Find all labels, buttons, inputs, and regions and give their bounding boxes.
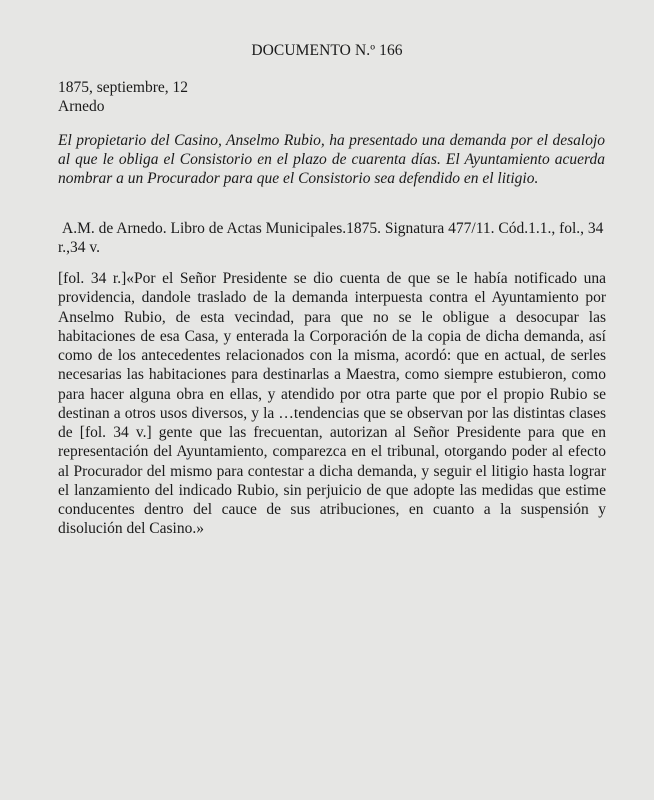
transcription-body: [fol. 34 r.]«Por el Señor Presidente se dio cuenta de que se le había notificado una providencia, dandole traslado de la demanda interpuesta contra el Ayuntamiento por Anselmo Rubio, de esta vecindad, para que no se le obligue a desocupar las habitaciones de esa Casa, y enterada la Corporación de la copia de dicha demanda, así como de los antecedentes relacionados con la misma, acordó: que en actual, de serles necesarias las habitaciones para destinarlas a Maestra, como siempre estubieron, como para hacer alguna obra en ellas, y atendido por otra parte que por el propio Rubio se destinan a otros usos diversos, y la …tendencias que se observan por las distintas clases de [fol. 34 v.] gente que las frecuentan, autorizan al Señor Presidente para que en representación del Ayuntamiento, comparezca en el tribunal, otorgando poder al efecto al Procurador del mismo para contestar a dicha demanda, y seguir el litigio hasta lograr el lanzamiento del indicado Rubio, sin perjuicio de que adopte las medidas que estime conducentes dentro del cauce de sus atribuciones, en cuanto a la suspensión y disolución del Casino.» xyxy=(58,270,606,538)
archive-reference: A.M. de Arnedo. Libro de Actas Municipales.1875. Signatura 477/11. Cód.1.1., fol., 34 r.,34 v. xyxy=(58,220,604,257)
document-summary: El propietario del Casino, Anselmo Rubio, ha presentado una demanda por el desalojo al que le obliga el Consistorio en el plazo de cuarenta días. El Ayuntamiento acuerda nombrar a un Procurador para que el Consistorio sea defendido en el litigio. xyxy=(58,132,605,188)
document-title: DOCUMENTO N.º 166 xyxy=(251,42,403,59)
document-place: Arnedo xyxy=(58,98,105,115)
document-date: 1875, septiembre, 12 xyxy=(58,79,189,96)
